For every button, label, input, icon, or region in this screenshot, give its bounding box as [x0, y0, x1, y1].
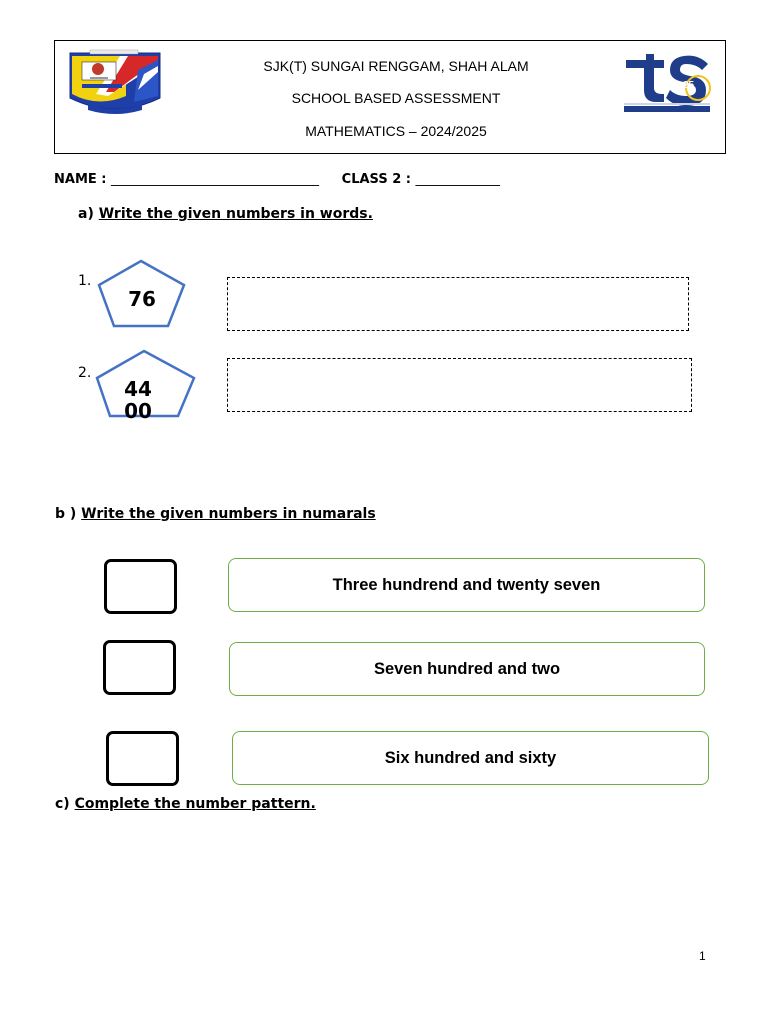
kssr-logo [620, 50, 714, 114]
number-line-1: 44 [124, 377, 152, 401]
section-c-title: c) Complete the number pattern. [55, 796, 316, 812]
name-label: NAME : [54, 172, 112, 187]
section-a-title: a) Write the given numbers in words. [78, 206, 373, 222]
numeral-answer-box-1[interactable] [104, 559, 177, 614]
assessment-title: SCHOOL BASED ASSESSMENT [291, 90, 501, 106]
number-76: 76 [128, 287, 156, 311]
student-info-row [54, 172, 500, 187]
number-line-2: 00 [124, 399, 152, 423]
numeral-answer-box-3[interactable] [106, 731, 179, 786]
section-b-title: b ) Write the given numbers in numarals [55, 506, 376, 522]
class-label: CLASS 2 : [341, 172, 416, 187]
class-field[interactable]: _____________ [415, 172, 501, 187]
answer-box-1[interactable] [227, 277, 689, 331]
word-prompt-2: Seven hundred and two [229, 642, 705, 696]
item-2-index: 2. [78, 365, 92, 381]
school-name: SJK(T) SUNGAI RENGGAM, SHAH ALAM [263, 58, 529, 74]
number-4400-clip [110, 377, 170, 423]
word-prompt-1: Three hundrend and twenty seven [228, 558, 705, 612]
answer-box-2[interactable] [227, 358, 692, 412]
page-number: 1 [699, 949, 706, 963]
kssr-logo-badge: 25 [683, 80, 695, 91]
word-prompt-3: Six hundred and sixty [232, 731, 709, 785]
subject-title: MATHEMATICS – 2024/2025 [305, 123, 487, 139]
numeral-answer-box-2[interactable] [103, 640, 176, 695]
item-1-index: 1. [78, 273, 92, 289]
name-field[interactable]: ________________________________ [111, 172, 320, 187]
school-crest-logo [68, 50, 162, 116]
